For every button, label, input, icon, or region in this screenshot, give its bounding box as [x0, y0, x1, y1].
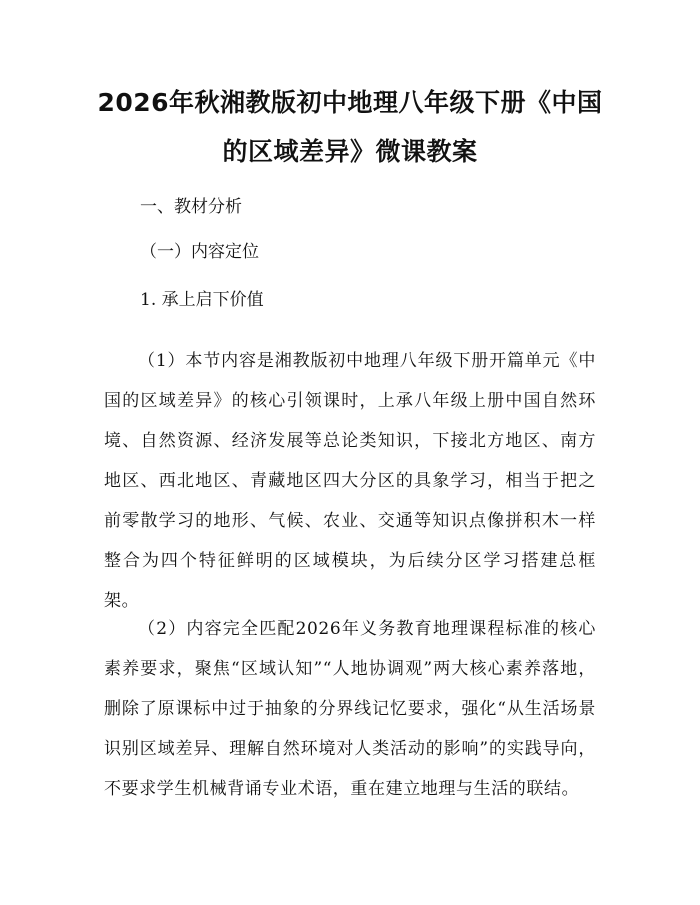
body-paragraph-1: （1）本节内容是湘教版初中地理八年级下册开篇单元《中国的区域差异》的核心引领课时，上承八年级上册中国自然环境、自然资源、经济发展等总论类知识，下接北方地区、南方地区、西北地区、青藏地区四大分区的具象学习，相当于把之前零散学习的地形、气候、农业、交通等知识点像拼积木一样整合为四个特征鲜明的区域模块，为后续分区学习搭建总框架。: [104, 351, 596, 611]
item-heading: 1. 承上启下价值: [140, 290, 264, 310]
document-title-line-1: 2026年秋湘教版初中地理八年级下册《中国: [97, 88, 603, 117]
subsection-heading: （一）内容定位: [140, 242, 259, 262]
body-paragraph-2: （2）内容完全匹配2026年义务教育地理课程标准的核心素养要求，聚焦“区域认知”“人地协调观”两大核心素养落地，删除了原课标中过于抽象的分界线记忆要求，强化“从生活场景识别区域差异、理解自然环境对人类活动的影响”的实践导向，不要求学生机械背诵专业术语，重在建立地理与生活的联结。: [104, 619, 596, 799]
document-title-line-2: 的区域差异》微课教案: [222, 137, 478, 166]
section-heading: 一、教材分析: [140, 197, 242, 217]
